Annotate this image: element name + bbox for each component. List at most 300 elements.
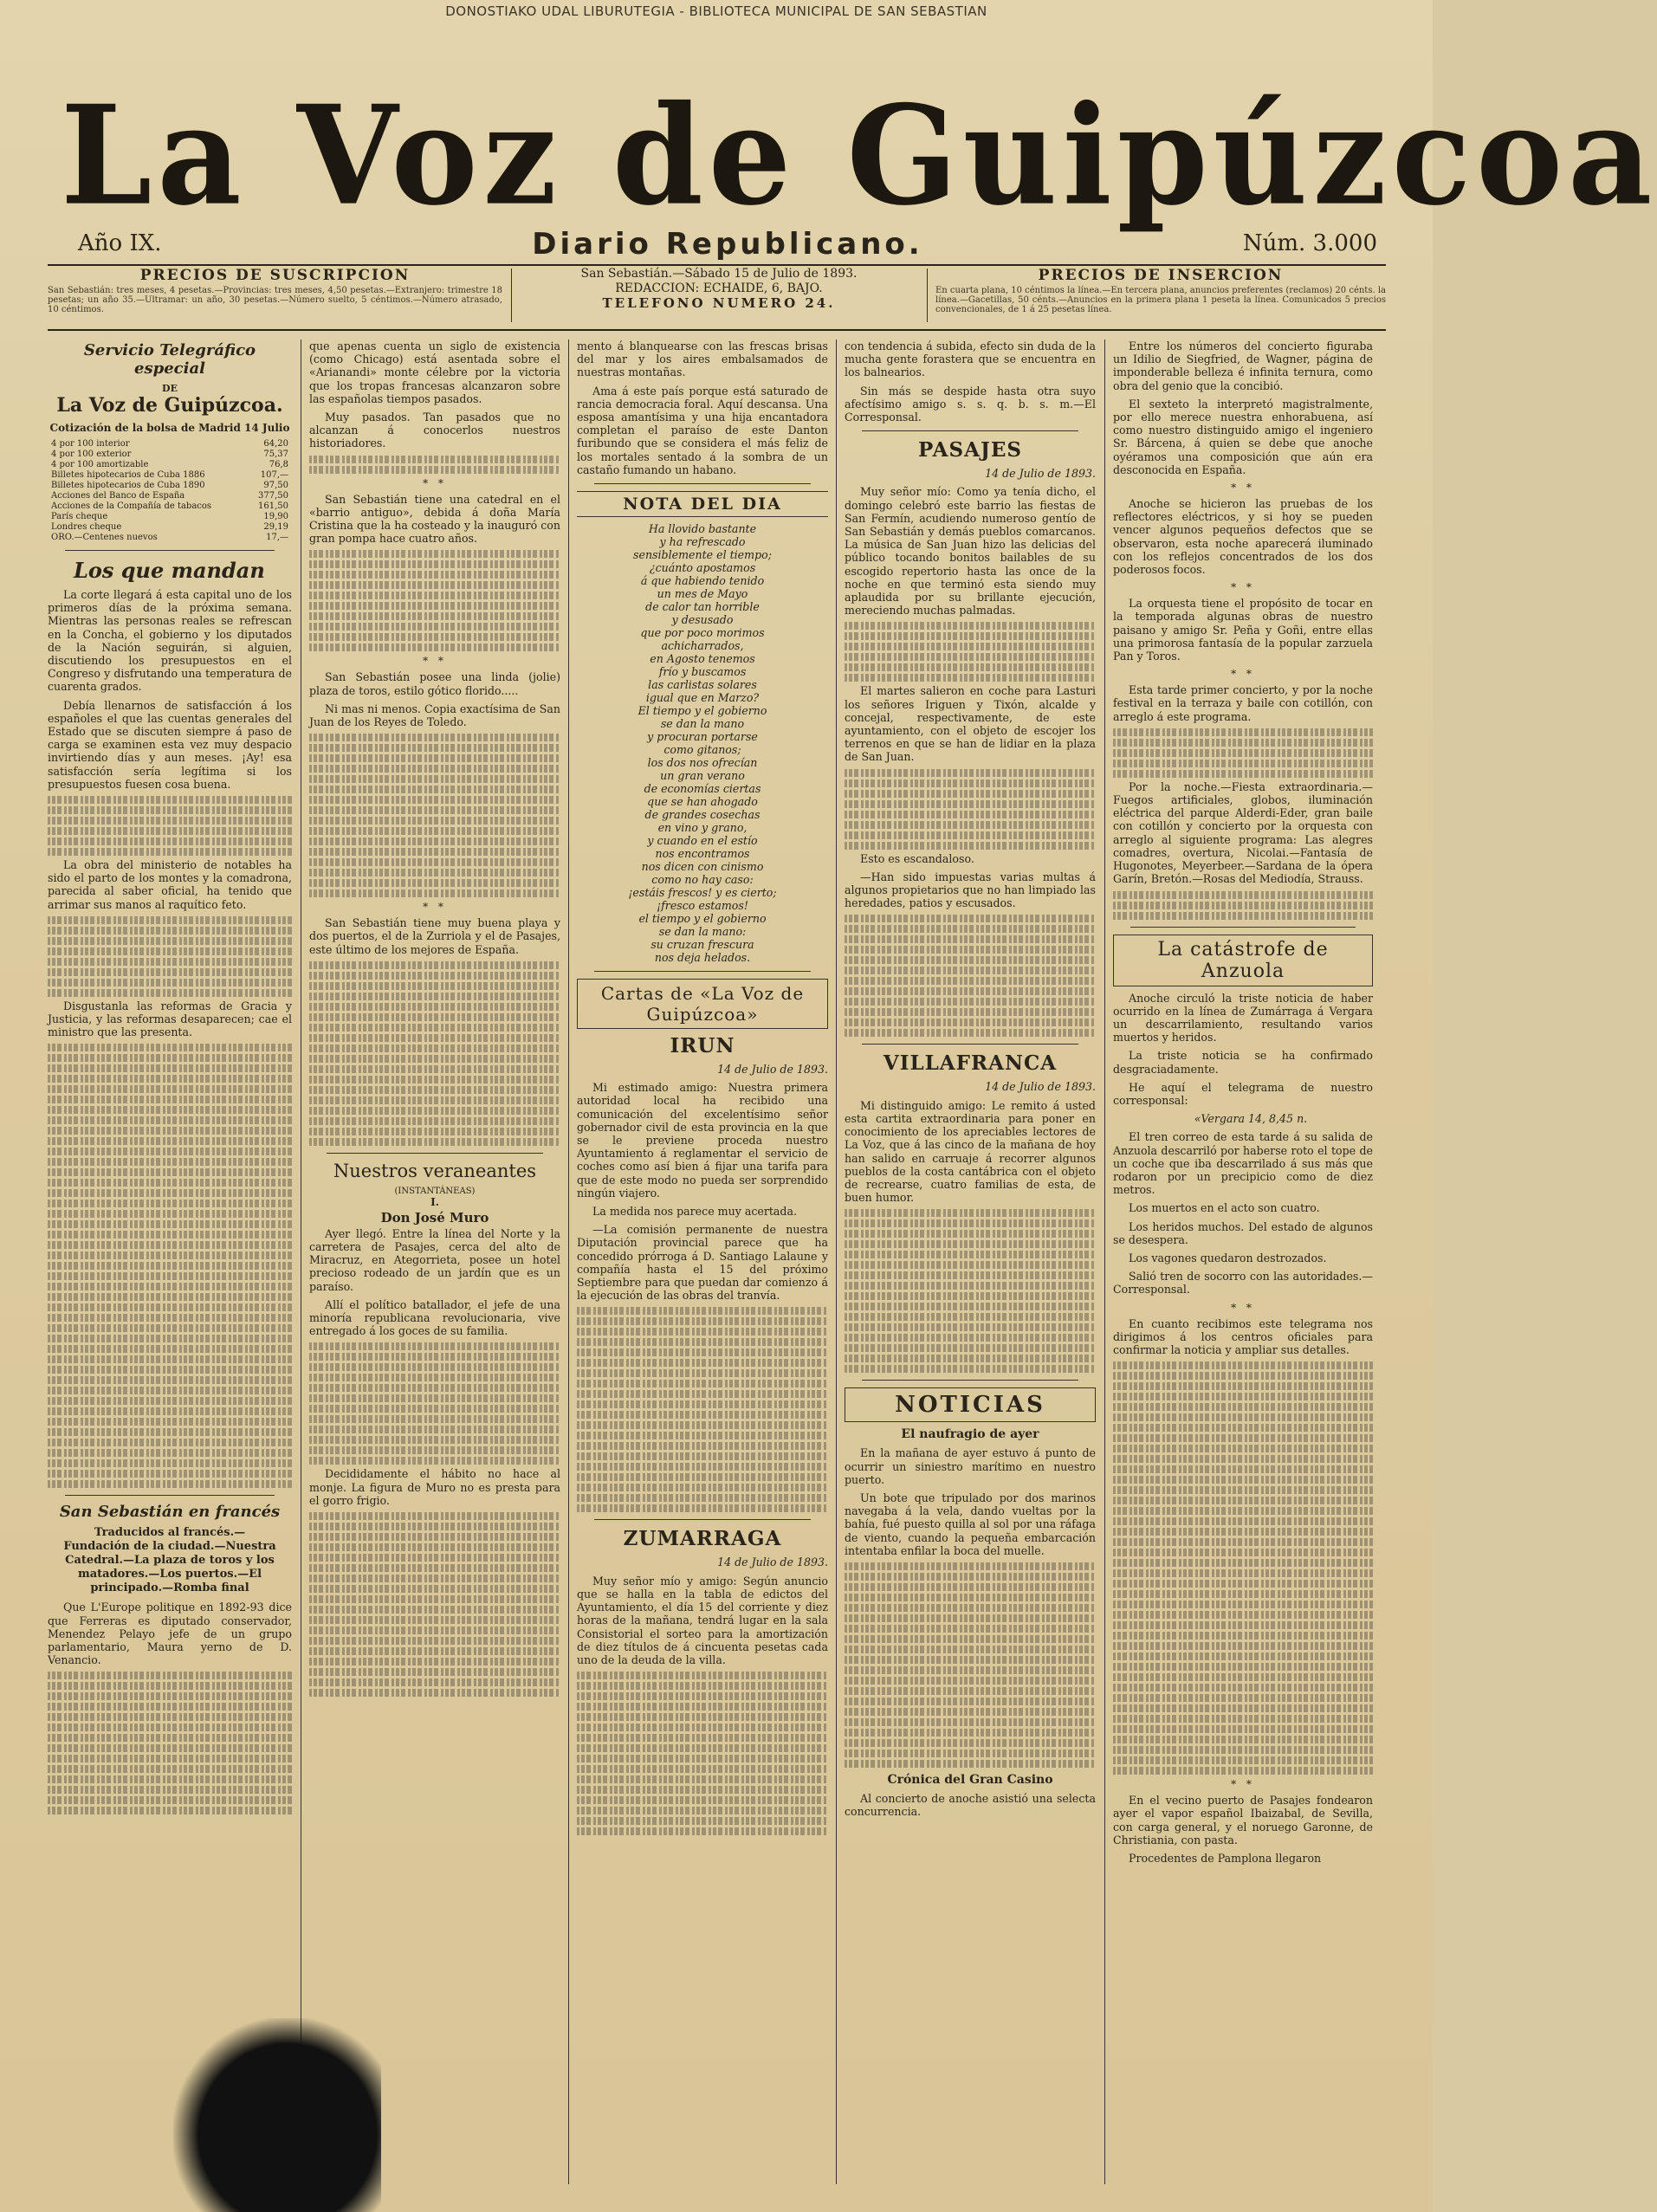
illegible-text — [845, 663, 1096, 671]
illegible-text — [48, 1755, 292, 1762]
illegible-text — [48, 1324, 292, 1332]
illegible-text — [845, 1594, 1096, 1601]
divider — [927, 268, 928, 322]
article-paragraph: Por la noche.—Fiesta extraordinaria.—Fuegos artificiales, globos, iluminación eléctrica del parque Alderdi-Eder, gran baile con cotillón y concierto por la orquesta con arreglo al siguiente programa: Las alegres comadres, overtura, Nicolai.—Fantasía de Hugonotes, Meyerbeer.—Sardana de la ópera Garín, Bretón.—Rosas del Mediodía, Strauss. — [1113, 779, 1373, 886]
separator — [862, 430, 1078, 431]
illegible-text — [1113, 902, 1373, 909]
article-paragraph: Anoche se hicieron las pruebas de los reflectores eléctricos, y si hoy se pueden vencer algunos pequeños defectos que se observaron, esta noche aparecerá iluminado con los reflejos concentrados de los dos poderosos focos. — [1113, 497, 1373, 577]
illegible-text — [48, 796, 292, 804]
illegible-text — [48, 1744, 292, 1752]
suscripcion-text: San Sebastián: tres meses, 4 pesetas.—Provincias: tres meses, 4,50 pesetas.—Extranjero: trimestre 18 pesetas; un año 35.—Ultramar: un año, 30 pesetas.—Número suelto, 5 céntimos.—Número atrasado, 10 céntimos. — [48, 286, 502, 314]
article-paragraph: Ama á este país porque está saturado de rancia democracia foral. Aquí descansa. Una esposa amantísima y una hija encantadora completan el paraíso de este Danton furibundo que se considera el más feliz de los mortales sentado á la sombra de un castaño fumando un habano. — [577, 384, 828, 476]
illegible-text — [309, 1128, 560, 1135]
separator — [65, 550, 275, 551]
illegible-text — [309, 1678, 560, 1686]
nota-title: NOTA DEL DIA — [577, 491, 828, 517]
illegible-text — [577, 1484, 828, 1491]
cotizacion-row: Londres cheque 29,19 — [51, 522, 288, 532]
illegible-text — [845, 1365, 1096, 1373]
sansebastian-paragraph: Que L'Europe politique en 1892-93 dice que Ferreras es diputado conservador, Menendez Pelayo jefe de un grupo parlamentario, Maura yerno de D. Venancio. — [48, 1601, 292, 1667]
nota-poem: Ha llovido bastante y ha refrescado sensiblemente el tiempo; ¿cuánto apostamos á que habiendo tenido un mes de Mayo de calor tan horrible y desusado que por poco morimos achicharrados, en Agosto tenemos frío y buscamos las carlistas solares igual que en Marzo? El tiempo y el gobierno se dan la mano y procuran portarse como gitanos; los dos nos ofrecían un gran verano de economías ciertas que se han ahogado de grandes cosechas en vino y grano, y cuando en el estío nos encontramos nos dicen con cinismo como no hay caso: ¡estáis frescos! y es cierto; ¡fresco estamos! el tiempo y el gobierno se dan la mano: su cruzan frescura nos deja helados. — [628, 522, 777, 965]
anzuola-title: La catástrofe de Anzuola — [1113, 935, 1373, 986]
zumarraga-date: 14 de Julio de 1893. — [717, 1556, 828, 1569]
illegible-text — [1113, 1517, 1373, 1525]
illegible-text — [309, 889, 560, 897]
article-paragraph: Mi distinguido amigo: Le remito á usted esta cartita extraordinaria para poner en conocimiento de los apreciables lectores de La Voz, que á las cinco de la mañana de hoy han salido en carruaje á recorrer algunos pueblos de la costa cantábrica con el objeto de recrearse, cuatro familias de esta, de buen humor. — [845, 1098, 1096, 1205]
illegible-text — [48, 1459, 292, 1467]
illegible-text — [577, 1473, 828, 1481]
illegible-text — [845, 935, 1096, 943]
article-paragraph: Los muertos en el acto son cuatro. — [1129, 1201, 1320, 1215]
ornament: * * — [1231, 668, 1255, 681]
illegible-text — [48, 1158, 292, 1166]
illegible-text — [1113, 1767, 1373, 1775]
article-paragraph: Anoche circuló la triste noticia de haber ocurrido en la línea de Zumárraga á Vergara un descarrilamiento, resultando varios muertos y heridos. — [1113, 991, 1373, 1045]
illegible-text — [845, 956, 1096, 964]
cotizacion-row: 4 por 100 interior 64,20 — [51, 439, 288, 449]
year-label: Año IX. — [78, 230, 162, 256]
illegible-text — [577, 1775, 828, 1783]
illegible-text — [48, 1449, 292, 1457]
illegible-text — [577, 1796, 828, 1804]
illegible-text — [48, 848, 292, 856]
ornament: * * — [423, 655, 447, 668]
article-paragraph: con tendencia á subida, efecto sin duda de la mucha gente forastera que se encuentra en los balnearios. — [845, 340, 1096, 379]
telegrafico-paper: La Voz de Guipúzcoa. — [56, 394, 283, 417]
illegible-text — [309, 972, 560, 980]
column-5 — [1113, 340, 1373, 2184]
illegible-text — [577, 1317, 828, 1325]
illegible-text — [1113, 1601, 1373, 1608]
illegible-text — [845, 1292, 1096, 1300]
illegible-text — [48, 1366, 292, 1374]
illegible-text — [48, 1439, 292, 1446]
separator — [1130, 927, 1356, 928]
illegible-text — [309, 1415, 560, 1423]
illegible-text — [48, 1127, 292, 1135]
article-paragraph: El martes salieron en coche para Lasturi los señores Iriguen y Tixón, alcalde y concejal, respectivamente, de este ayuntamiento, con el objeto de escojer los terrenos en que se han de lidiar en la plaza de San Juan. — [845, 684, 1096, 764]
illegible-text — [1113, 1445, 1373, 1452]
illegible-text — [845, 1666, 1096, 1674]
illegible-text — [845, 653, 1096, 661]
illegible-text — [577, 1442, 828, 1450]
article-paragraph: Mi estimado amigo: Nuestra primera autoridad local ha recibido una comunicación del excelentísimo señor gobernador civil de esta provincia en la que se le previene proceda nuestro Ayuntamiento á reglamentar el servicio de coches como así bien á fijar una tarifa para que de este modo no pueda ser sorprendido ningún viajero. — [577, 1081, 828, 1200]
illegible-text — [309, 1117, 560, 1125]
illegible-text — [48, 1200, 292, 1207]
illegible-text — [309, 1384, 560, 1392]
illegible-text — [577, 1817, 828, 1825]
separator — [594, 971, 811, 972]
article-paragraph: Los heridos muchos. Del estado de algunos se desespera. — [1113, 1219, 1373, 1246]
column-1 — [48, 340, 292, 2184]
article-paragraph: Ayer llegó. Entre la línea del Norte y la carretera de Pasajes, cerca del alto de Miracruz, en Ategorrieta, posee un hotel precioso rodeado de un jardín que es un paraíso. — [309, 1226, 560, 1293]
illegible-text — [309, 571, 560, 579]
illegible-text — [577, 1672, 828, 1679]
illegible-text — [845, 1251, 1096, 1258]
illegible-text — [1113, 1361, 1373, 1369]
redaccion: REDACCION: ECHAIDE, 6, BAJO. — [615, 281, 823, 295]
illegible-text — [577, 1390, 828, 1398]
illegible-text — [309, 806, 560, 814]
illegible-text — [577, 1724, 828, 1731]
illegible-text — [845, 1583, 1096, 1591]
date-box — [520, 267, 918, 311]
article-paragraph: Esta tarde primer concierto, y por la noche festival en la terraza y baile con cotillón, con arreglo á este programa. — [1113, 683, 1373, 723]
illegible-text — [845, 800, 1096, 808]
telefono: TELEFONO NUMERO 24. — [602, 295, 836, 311]
illegible-text — [48, 1189, 292, 1197]
illegible-text — [309, 1575, 560, 1582]
illegible-text — [1113, 1528, 1373, 1536]
mandan-paragraph: La corte llegará á esta capital uno de los primeros días de la próxima semana. Mientras las personas reales se refrescan en la Concha, el gobierno y los diputados de la Nación seguirán, si alguien, discutiendo los presupuestos en el Congreso y disfrutando una temperatura de cuarenta grados. — [48, 588, 292, 694]
illegible-text — [845, 790, 1096, 798]
insercion-title: PRECIOS DE INSERCION — [1038, 267, 1284, 284]
illegible-text — [577, 1765, 828, 1773]
illegible-text — [1113, 1434, 1373, 1442]
cronica-title: Crónica del Gran Casino — [887, 1772, 1053, 1787]
illegible-text — [577, 1452, 828, 1460]
illegible-text — [48, 1106, 292, 1114]
article-paragraph: Salió tren de socorro con las autoridades.—Corresponsal. — [1113, 1270, 1373, 1297]
illegible-text — [309, 1689, 560, 1697]
illegible-text — [1113, 1704, 1373, 1712]
illegible-text — [309, 775, 560, 783]
archive-note: DONOSTIAKO UDAL LIBURUTEGIA - BIBLIOTECA MUNICIPAL DE SAN SEBASTIAN — [445, 3, 987, 19]
illegible-text — [577, 1755, 828, 1762]
illegible-text — [309, 1446, 560, 1454]
illegible-text — [48, 1262, 292, 1270]
illegible-text — [1113, 1497, 1373, 1504]
illegible-text — [48, 1283, 292, 1290]
illegible-text — [309, 1512, 560, 1520]
illegible-text — [845, 1029, 1096, 1037]
illegible-text — [1113, 1580, 1373, 1588]
illegible-text — [309, 1013, 560, 1021]
illegible-text — [48, 1044, 292, 1051]
illegible-text — [309, 1138, 560, 1146]
illegible-text — [48, 1682, 292, 1690]
illegible-text — [309, 633, 560, 641]
nuestros-title: Nuestros veraneantes — [333, 1160, 537, 1181]
info-band — [48, 267, 1386, 327]
illegible-text — [309, 612, 560, 620]
illegible-text — [309, 1616, 560, 1624]
illegible-text — [577, 1380, 828, 1387]
article-paragraph: Muy señor mío: Como ya tenía dicho, el domingo celebró este barrio las fiestas de San Fermín, acudiendo numeroso gentío de San Sebastián y demás pueblos comarcanos. La música de San Juan hizo las delicias del público tocando bonitos bailables de su escogido repertorio hasta las once de la noche en que terminó esta siendo muy aplaudida por su brillante ejecución, mereciendo muchas palmadas. — [845, 485, 1096, 618]
illegible-text — [1113, 1611, 1373, 1619]
illegible-text — [577, 1504, 828, 1512]
illegible-text — [48, 1713, 292, 1721]
article-paragraph: He aquí el telegrama de nuestro corresponsal: — [1113, 1080, 1373, 1107]
illegible-text — [309, 1595, 560, 1603]
illegible-text — [309, 796, 560, 804]
article-paragraph: Procedentes de Pamplona llegaron — [1129, 1851, 1322, 1865]
illegible-text — [1113, 1632, 1373, 1640]
illegible-text — [577, 1682, 828, 1690]
illegible-text — [845, 674, 1096, 682]
illegible-text — [309, 1647, 560, 1655]
illegible-text — [1113, 1486, 1373, 1494]
column-2 — [309, 340, 560, 2184]
illegible-text — [1113, 1756, 1373, 1764]
illegible-text — [577, 1369, 828, 1377]
illegible-text — [845, 946, 1096, 954]
illegible-text — [48, 1775, 292, 1783]
illegible-text — [1113, 1465, 1373, 1473]
cotizacion-row: Acciones del Banco de España 377,50 — [51, 491, 288, 501]
illegible-text — [577, 1786, 828, 1794]
illegible-text — [48, 1314, 292, 1322]
illegible-text — [48, 958, 292, 966]
separator — [65, 1495, 275, 1496]
illegible-text — [577, 1400, 828, 1408]
column-4 — [845, 340, 1096, 2184]
irun-title: IRUN — [670, 1034, 735, 1058]
illegible-text — [309, 1668, 560, 1676]
illegible-text — [48, 827, 292, 835]
illegible-text — [309, 1003, 560, 1011]
irun-date: 14 de Julio de 1893. — [717, 1063, 828, 1077]
illegible-text — [845, 998, 1096, 1006]
article-paragraph: —La comisión permanente de nuestra Diputación provincial parece que ha concedido prórroga á D. Santiago Lalaune y compañía hasta el 15 del próximo Septiembre para que puedan dar comienzo á la ejecución de las obras del tranvía. — [577, 1223, 828, 1303]
illegible-text — [48, 1064, 292, 1072]
cartas-title: Cartas de «La Voz de Guipúzcoa» — [577, 979, 828, 1029]
cotizacion-row: ORO.—Centenes nuevos 17,— — [51, 533, 288, 542]
article-paragraph: San Sebastián tiene muy buena playa y dos puertos, el de la Zurriola y el de Pasajes, este último de los mejores de España. — [309, 916, 560, 956]
illegible-text — [309, 961, 560, 969]
illegible-text — [309, 581, 560, 589]
divider — [511, 268, 512, 322]
cotizacion-row: París cheque 19,90 — [51, 512, 288, 521]
illegible-text — [1113, 1673, 1373, 1681]
ornament: * * — [1231, 482, 1255, 495]
illegible-text — [48, 937, 292, 945]
article-paragraph: «Vergara 14, 8,45 n. — [1194, 1112, 1308, 1126]
illegible-text — [309, 1533, 560, 1541]
illegible-text — [309, 993, 560, 1000]
illegible-text — [1113, 1403, 1373, 1411]
illegible-text — [845, 1240, 1096, 1248]
illegible-text — [577, 1349, 828, 1356]
illegible-text — [48, 838, 292, 845]
article-paragraph: Sin más se despide hasta otra suyo afectísimo amigo s. s. q. b. s. m.—El Corresponsal. — [845, 384, 1096, 424]
mandan-paragraph: La obra del ministerio de notables ha sido el parto de los montes y la comadrona, parecida al saber oficial, ha tenido que arrimar sus manos al raquítico feto. — [48, 858, 292, 911]
illegible-text — [309, 602, 560, 610]
illegible-text — [309, 1543, 560, 1551]
illegible-text — [1113, 760, 1373, 767]
illegible-text — [309, 1405, 560, 1413]
column-divider — [836, 340, 837, 2184]
illegible-text — [577, 1463, 828, 1471]
illegible-text — [309, 1096, 560, 1104]
illegible-text — [577, 1703, 828, 1711]
illegible-text — [1113, 1715, 1373, 1723]
ornament: * * — [423, 901, 447, 914]
illegible-text — [1113, 1653, 1373, 1660]
illegible-text — [577, 1432, 828, 1439]
illegible-text — [48, 1470, 292, 1478]
illegible-text — [577, 1713, 828, 1721]
illegible-text — [48, 1303, 292, 1311]
illegible-text — [1113, 1559, 1373, 1567]
scan-smudge — [173, 2018, 381, 2212]
illegible-text — [845, 821, 1096, 829]
illegible-text — [1113, 770, 1373, 778]
illegible-text — [309, 560, 560, 568]
separator — [862, 1044, 1078, 1045]
article-paragraph: El sexteto la interpretó magistralmente, por ello merece nuestra enhorabuena, así como nuestro distinguido amigo el ingeniero Sr. Bárcena, á quien se debe que anoche oyéramos una composición que aún era desconocida en España. — [1113, 397, 1373, 476]
illegible-text — [48, 1672, 292, 1679]
illegible-text — [845, 1344, 1096, 1352]
illegible-text — [845, 1261, 1096, 1269]
illegible-text — [1113, 1372, 1373, 1380]
illegible-text — [1113, 1569, 1373, 1577]
naufragio-title: El naufragio de ayer — [901, 1427, 1039, 1442]
illegible-text — [48, 1724, 292, 1731]
illegible-text — [309, 456, 560, 463]
article-paragraph: Entre los números del concierto figuraba un Idilio de Siegfried, de Wagner, página de imponderable belleza é infinita ternura, como obra del genio que la concibió. — [1113, 340, 1373, 392]
illegible-text — [309, 623, 560, 631]
illegible-text — [845, 1303, 1096, 1310]
illegible-text — [845, 1677, 1096, 1685]
illegible-text — [48, 1220, 292, 1228]
illegible-text — [309, 754, 560, 762]
illegible-text — [48, 1407, 292, 1415]
illegible-text — [309, 827, 560, 835]
illegible-text — [309, 1076, 560, 1083]
illegible-text — [309, 1374, 560, 1381]
article-paragraph: Muy señor mío y amigo: Según anuncio que se halla en la tabla de edictos del Ayuntamiento, el día 15 del corriente y diez horas de la mañana, tendrá lugar en la sala Consistorial el sorteo para la amortización de diez títulos de á cincuenta pesetas cada uno de la deuda de la villa. — [577, 1574, 828, 1666]
illegible-text — [48, 1376, 292, 1384]
ornament: * * — [1231, 1301, 1255, 1314]
illegible-text — [845, 1271, 1096, 1279]
illegible-text — [48, 1807, 292, 1814]
illegible-text — [48, 1168, 292, 1176]
illegible-text — [48, 1075, 292, 1083]
article-paragraph: San Sebastián posee una linda (jolie) plaza de toros, estilo gótico florido..... — [309, 670, 560, 697]
illegible-text — [309, 1585, 560, 1593]
noticias-title: NOTICIAS — [845, 1387, 1096, 1422]
illegible-text — [48, 968, 292, 976]
sansebastian-title: San Sebastián en francés — [59, 1503, 281, 1522]
illegible-text — [1113, 1413, 1373, 1421]
zumarraga-title: ZUMARRAGA — [623, 1527, 782, 1551]
illegible-text — [48, 948, 292, 955]
illegible-text — [309, 1024, 560, 1032]
illegible-text — [309, 1055, 560, 1063]
ornament: * * — [423, 476, 447, 489]
illegible-text — [309, 1426, 560, 1433]
illegible-text — [48, 1096, 292, 1103]
issue-number: Núm. 3.000 — [1242, 230, 1377, 256]
illegible-text — [309, 1627, 560, 1634]
illegible-text — [48, 1345, 292, 1353]
illegible-text — [48, 1085, 292, 1093]
illegible-text — [845, 1656, 1096, 1664]
illegible-text — [845, 811, 1096, 818]
illegible-text — [845, 769, 1096, 777]
illegible-text — [1113, 1507, 1373, 1515]
illegible-text — [48, 1692, 292, 1700]
illegible-text — [309, 1045, 560, 1052]
nuestros-name: Don José Muro — [380, 1209, 489, 1226]
illegible-text — [309, 1394, 560, 1402]
article-paragraph: Muy pasados. Tan pasados que no alcanzan á conocerlos nuestros historiadores. — [309, 411, 560, 450]
illegible-text — [48, 1272, 292, 1280]
illegible-text — [845, 1219, 1096, 1227]
illegible-text — [577, 1359, 828, 1367]
illegible-text — [1113, 891, 1373, 899]
article-paragraph: Ni mas ni menos. Copia exactísima de San Juan de los Reyes de Toledo. — [309, 702, 560, 729]
illegible-text — [309, 644, 560, 651]
article-paragraph: Allí el político batallador, el jefe de una minoría republicana revolucionaria, vive entregado á los goces de su familia. — [309, 1297, 560, 1338]
article-paragraph: En la mañana de ayer estuvo á punto de ocurrir un siniestro marítimo en nuestro puerto. — [845, 1446, 1096, 1486]
illegible-text — [309, 592, 560, 599]
illegible-text — [845, 1625, 1096, 1633]
article-paragraph: La medida nos parece muy acertada. — [592, 1205, 797, 1219]
illegible-text — [309, 1342, 560, 1350]
illegible-text — [309, 1363, 560, 1371]
illegible-text — [48, 1387, 292, 1394]
column-3 — [577, 340, 828, 2184]
illegible-text — [309, 848, 560, 856]
illegible-text — [309, 1034, 560, 1042]
masthead-title: La Voz de Guipúzcoa — [61, 75, 1657, 236]
masthead-subrow — [78, 227, 1377, 265]
illegible-text — [309, 982, 560, 990]
illegible-text — [845, 1604, 1096, 1612]
illegible-text — [845, 1313, 1096, 1321]
mandan-paragraph: Disgustanla las reformas de Gracia y Justicia, y las reformas desaparecen; cae el ministro que las presenta. — [48, 999, 292, 1039]
illegible-text — [48, 1796, 292, 1804]
illegible-text — [309, 765, 560, 773]
date-line: San Sebastián.—Sábado 15 de Julio de 1893. — [580, 267, 858, 281]
article-paragraph: Al concierto de anoche asistió una selecta concurrencia. — [845, 1791, 1096, 1819]
ornament: * * — [1231, 1778, 1255, 1791]
illegible-text — [309, 786, 560, 793]
separator — [862, 1380, 1078, 1381]
illegible-text — [845, 977, 1096, 985]
article-paragraph: Un bote que tripulado por dos marinos navegaba á la vela, dando vueltas por la bahía, fué puesto quilla al sol por una ráfaga de viento, cuando la pequeña embarcación intentaba enfilar la boca del muelle. — [845, 1491, 1096, 1557]
illegible-text — [1113, 1663, 1373, 1671]
illegible-text — [845, 643, 1096, 650]
illegible-text — [309, 734, 560, 741]
pasajes-date: 14 de Julio de 1893. — [985, 467, 1096, 481]
illegible-text — [309, 1554, 560, 1562]
illegible-text — [309, 1457, 560, 1465]
illegible-text — [48, 927, 292, 935]
illegible-text — [1113, 728, 1373, 736]
suscripcion-title: PRECIOS DE SUSCRIPCION — [139, 267, 411, 284]
illegible-text — [48, 1137, 292, 1145]
illegible-text — [1113, 1476, 1373, 1484]
illegible-text — [48, 1765, 292, 1773]
illegible-text — [48, 979, 292, 986]
illegible-text — [1113, 1538, 1373, 1546]
illegible-text — [845, 1562, 1096, 1570]
illegible-text — [845, 1729, 1096, 1737]
illegible-text — [48, 1355, 292, 1363]
article-paragraph: Esto es escandaloso. — [860, 851, 974, 865]
insercion-box — [935, 267, 1386, 314]
villafranca-date: 14 de Julio de 1893. — [985, 1080, 1096, 1094]
illegible-text — [1113, 1694, 1373, 1702]
illegible-text — [845, 925, 1096, 933]
cotizacion-row: Billetes hipotecarios de Cuba 1890 97,50 — [51, 481, 288, 490]
illegible-text — [845, 842, 1096, 850]
telegrafico-de: DE — [162, 383, 178, 394]
cotizacion-row: Billetes hipotecarios de Cuba 1886 107,— — [51, 470, 288, 480]
